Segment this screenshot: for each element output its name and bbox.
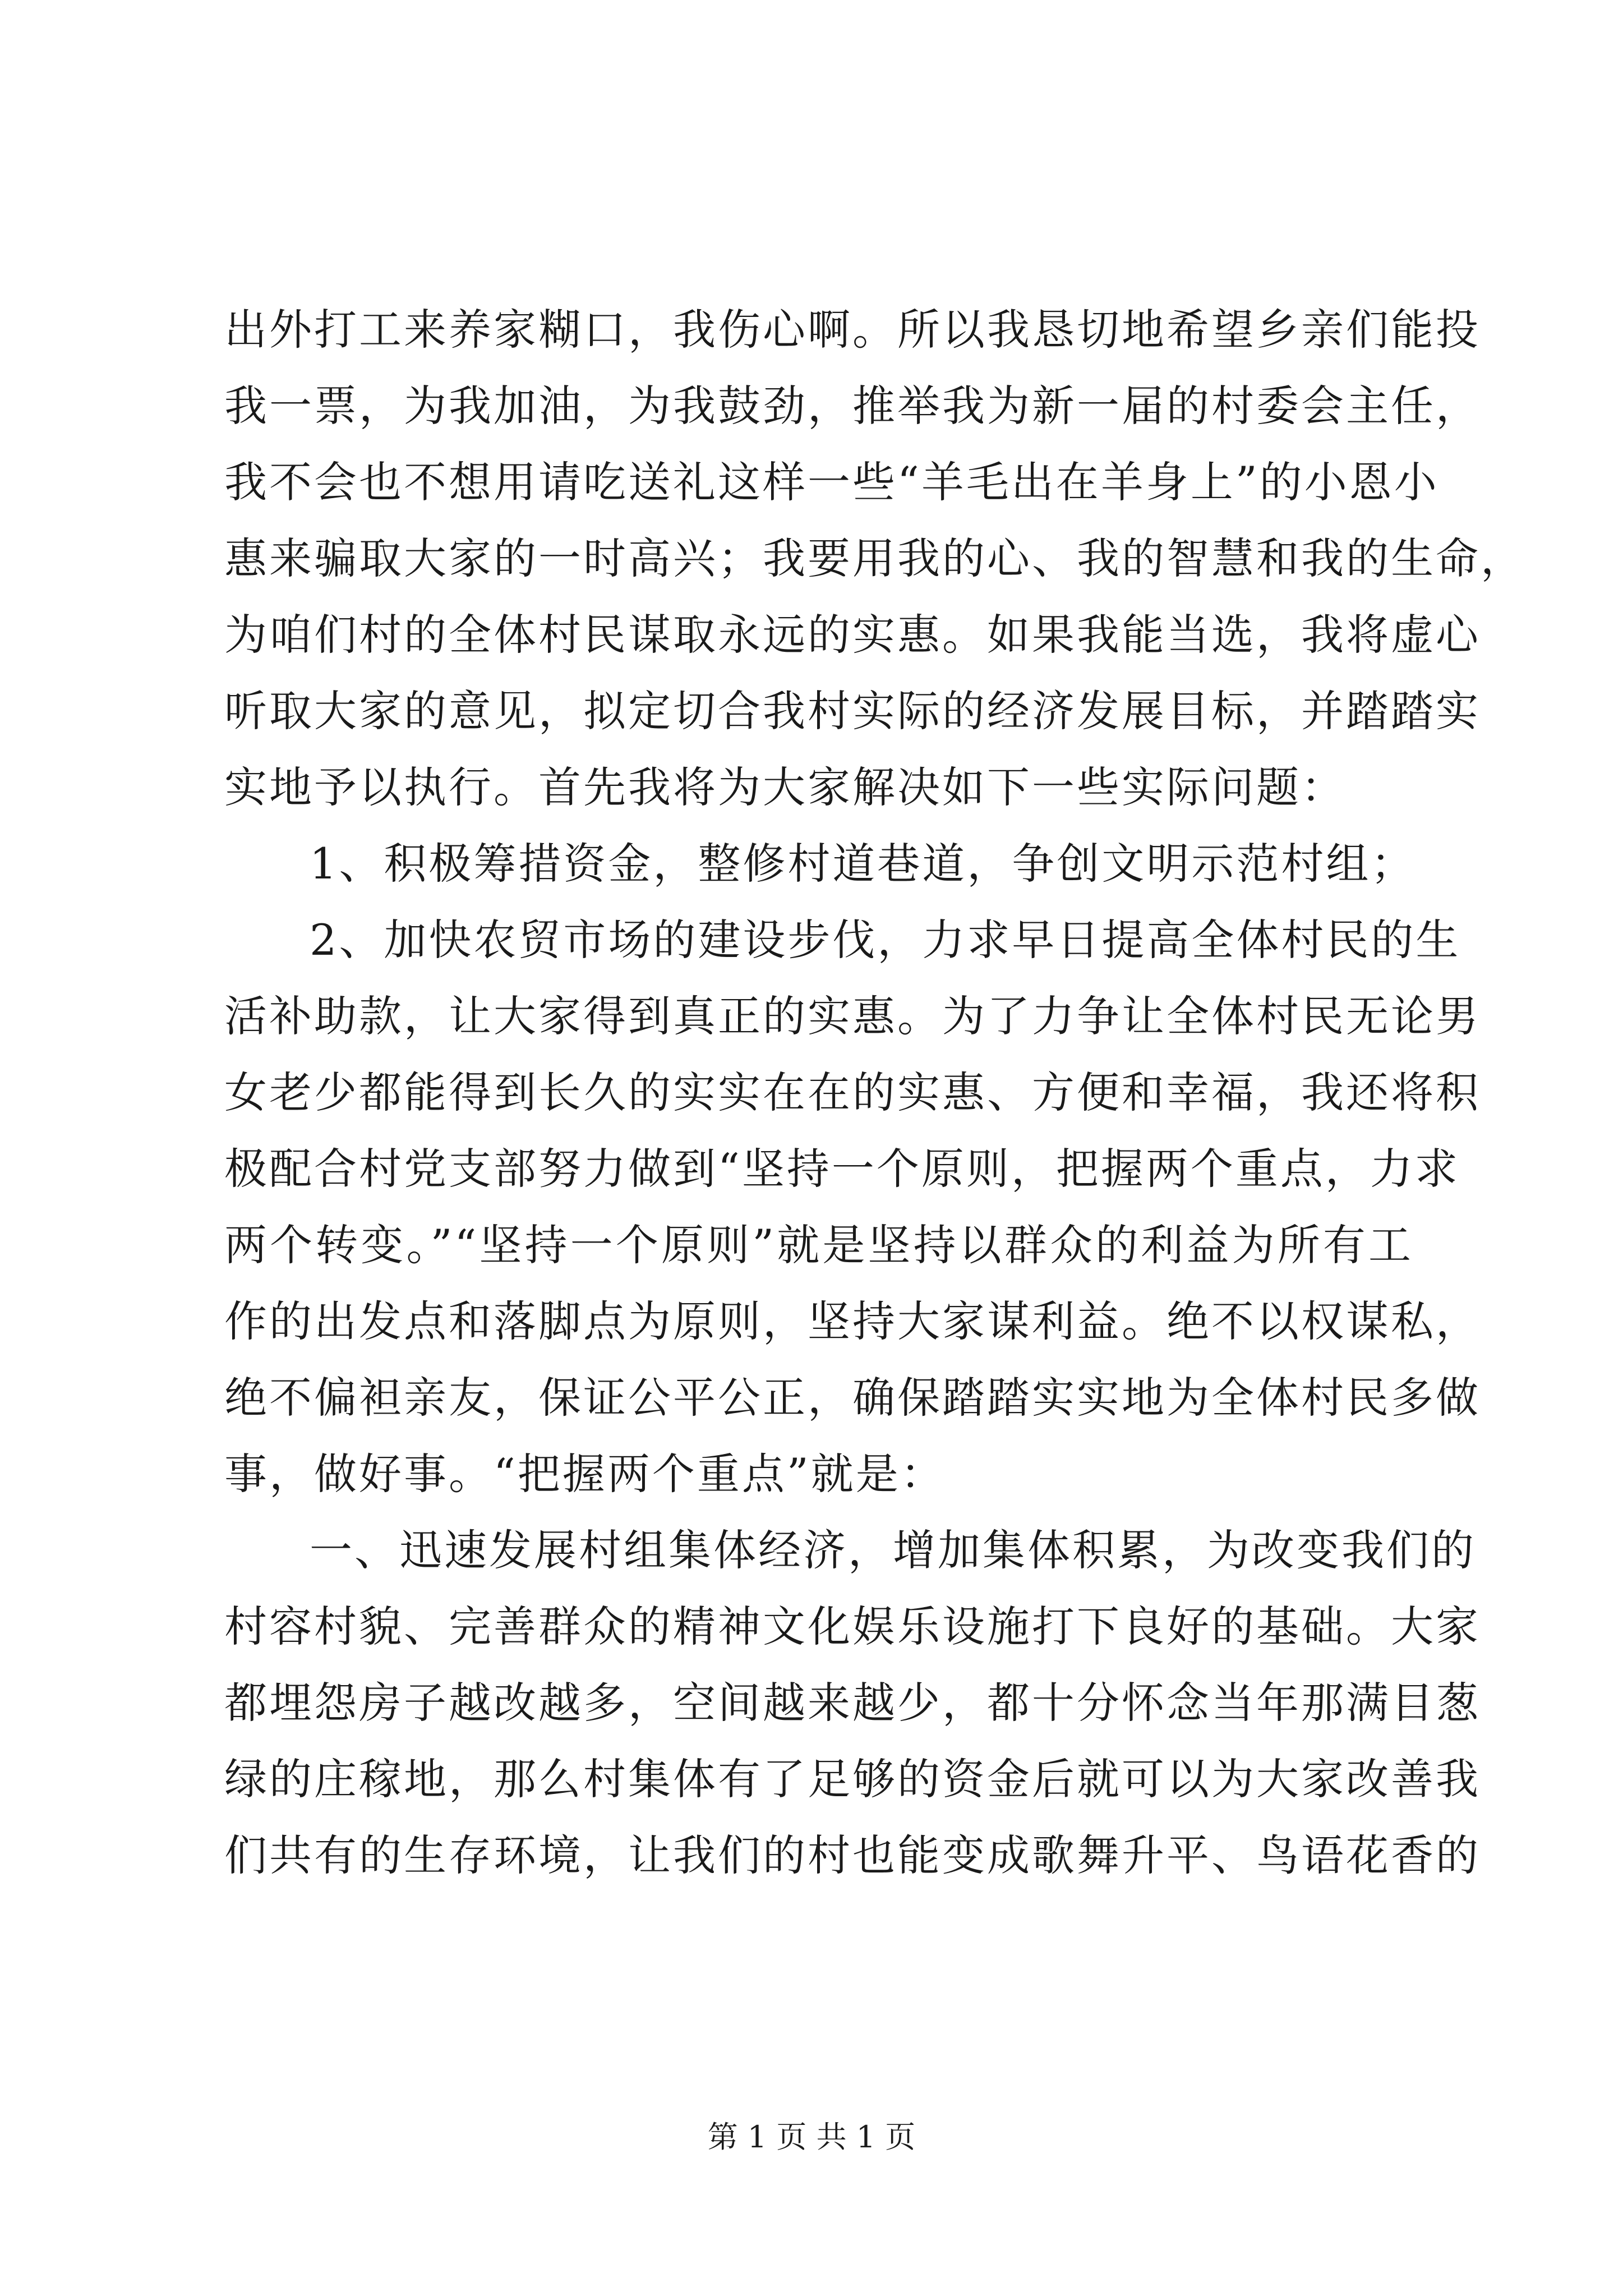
text-line: 我一票，为我加油，为我鼓劲，推举我为新一届的村委会主任， — [224, 381, 1481, 431]
text-line: 我不会也不想用请吃送礼这样一些“羊毛出在羊身上”的小恩小 — [224, 457, 1439, 507]
text-line: 极配合村党支部努力做到“坚持一个原则，把握两个重点，力求 — [224, 1144, 1460, 1194]
document-body — [224, 292, 1525, 1894]
text-line: 绝不偏袒亲友，保证公平公正，确保踏踏实实地为全体村民多做 — [224, 1373, 1481, 1423]
text-line: 为咱们村的全体村民谋取永远的实惠。如果我能当选，我将虚心 — [224, 610, 1481, 660]
text-line: 都埋怨房子越改越多，空间越来越少，都十分怀念当年那满目葱 — [224, 1678, 1481, 1728]
text-line: 出外打工来养家糊口，我伤心啊。所以我恳切地希望乡亲们能投 — [224, 305, 1481, 355]
text-line: 惠来骗取大家的一时高兴；我要用我的心、我的智慧和我的生命， — [224, 533, 1525, 583]
text-line: 事，做好事。“把握两个重点”就是： — [224, 1449, 946, 1499]
text-line: 听取大家的意见，拟定切合我村实际的经济发展目标，并踏踏实 — [224, 686, 1481, 736]
text-line: 女老少都能得到长久的实实在在的实惠、方便和幸福，我还将积 — [224, 1068, 1481, 1117]
text-line: 一、迅速发展村组集体经济，增加集体积累，为改变我们的 — [310, 1525, 1476, 1575]
text-line: 作的出发点和落脚点为原则，坚持大家谋利益。绝不以权谋私， — [224, 1296, 1481, 1346]
text-line: 两个转变。”“坚持一个原则”就是坚持以群众的利益为所有工 — [224, 1220, 1413, 1270]
text-line: 绿的庄稼地，那么村集体有了足够的资金后就可以为大家改善我 — [224, 1754, 1481, 1804]
text-line: 1、积极筹措资金，整修村道巷道，争创文明示范村组； — [310, 839, 1416, 889]
text-line: 村容村貌、完善群众的精神文化娱乐设施打下良好的基础。大家 — [224, 1602, 1481, 1651]
text-line: 活补助款，让大家得到真正的实惠。为了力争让全体村民无论男 — [224, 991, 1481, 1041]
text-line: 2、加快农贸市场的建设步伐，力求早日提高全体村民的生 — [310, 915, 1461, 965]
text-line: 们共有的生存环境，让我们的村也能变成歌舞升平、鸟语花香的 — [224, 1830, 1481, 1880]
page-footer: 第 1 页 共 1 页 — [707, 2119, 916, 2155]
text-line: 实地予以执行。首先我将为大家解决如下一些实际问题： — [224, 762, 1346, 812]
